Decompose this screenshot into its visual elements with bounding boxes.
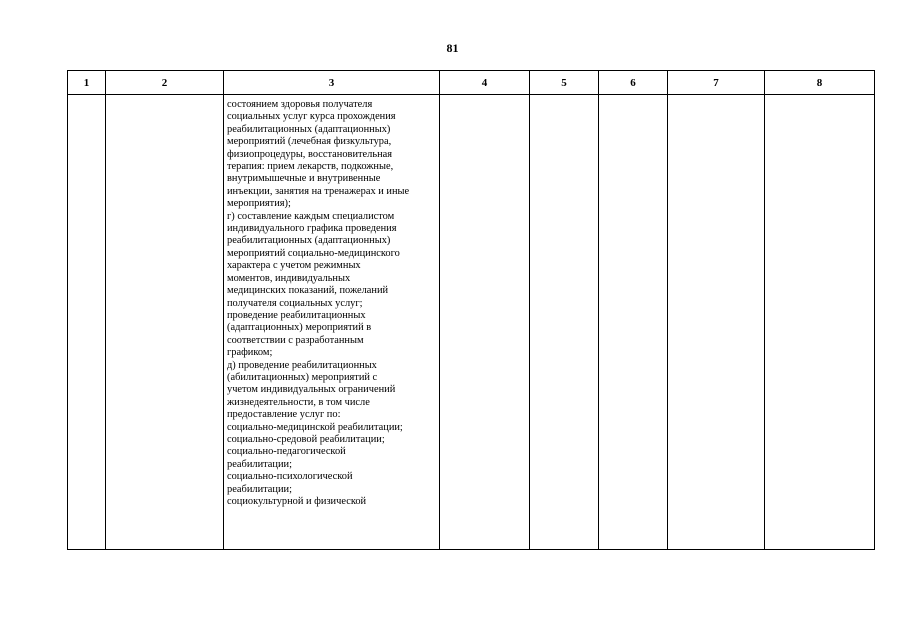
description-line: реабилитационных (адаптационных) (227, 235, 391, 247)
description-line: физиопроцедуры, восстановительная (227, 148, 393, 160)
description-line: реабилитации; (227, 483, 292, 495)
column-header-6: 6 (599, 71, 668, 95)
description-line: социальных услуг курса прохождения (227, 111, 396, 123)
description-line: д) проведение реабилитационных (227, 359, 377, 371)
description-line: соответствии с разработанным (227, 334, 364, 346)
page-number: 81 (446, 41, 459, 55)
description-line: мероприятия); (227, 198, 291, 210)
description-line: медицинских показаний, пожеланий (227, 285, 389, 297)
description-line: учетом индивидуальных ограничений (227, 384, 396, 396)
services-table (67, 70, 875, 550)
cell-col-2 (106, 95, 224, 550)
cell-col-1 (68, 95, 106, 550)
description-line: социально-педагогической (227, 446, 346, 458)
description-line: состоянием здоровья получателя (227, 99, 373, 110)
description-line: социально-средовой реабилитации; (227, 433, 385, 445)
description-line: моментов, индивидуальных (227, 272, 351, 284)
description-line: (абилитационных) мероприятий с (227, 371, 378, 383)
description-line: (адаптационных) мероприятий в (227, 322, 372, 334)
table-row (68, 95, 875, 550)
description-line: индивидуального графика проведения (227, 223, 397, 235)
column-header-7: 7 (668, 71, 765, 95)
column-header-8: 8 (765, 71, 875, 95)
description-line: получателя социальных услуг; (227, 297, 363, 309)
description-line: социокультурной и физической (227, 496, 367, 507)
description-line: инъекции, занятия на тренажерах и иные (227, 185, 410, 197)
description-line: жизнедеятельности, в том числе (227, 396, 370, 408)
cell-col-8 (765, 95, 875, 550)
service-description-cell (224, 95, 440, 550)
description-line: графиком; (227, 347, 273, 359)
description-line: характера с учетом режимных (227, 260, 361, 272)
header-row (68, 71, 875, 95)
description-line: социально-психологической (227, 471, 353, 483)
description-line: проведение реабилитационных (227, 309, 366, 321)
column-header-2: 2 (106, 71, 224, 95)
description-line: внутримышечные и внутривенные (227, 173, 381, 185)
cell-col-5 (530, 95, 599, 550)
description-line: предоставление услуг по: (227, 409, 341, 421)
column-header-1: 1 (68, 71, 106, 95)
description-line: мероприятий (лечебная физкультура, (227, 136, 392, 148)
description-line: терапия: прием лекарств, подкожные, (227, 161, 394, 173)
description-line: социально-медицинской реабилитации; (227, 421, 403, 433)
description-line: мероприятий социально-медицинского (227, 247, 400, 259)
cell-col-6 (599, 95, 668, 550)
description-line: реабилитационных (адаптационных) (227, 123, 391, 135)
description-line: г) составление каждым специалистом (227, 210, 395, 222)
column-header-5: 5 (530, 71, 599, 95)
column-header-3: 3 (224, 71, 440, 95)
description-line: реабилитации; (227, 458, 292, 470)
cell-col-7 (668, 95, 765, 550)
cell-col-4 (440, 95, 530, 550)
column-header-4: 4 (440, 71, 530, 95)
